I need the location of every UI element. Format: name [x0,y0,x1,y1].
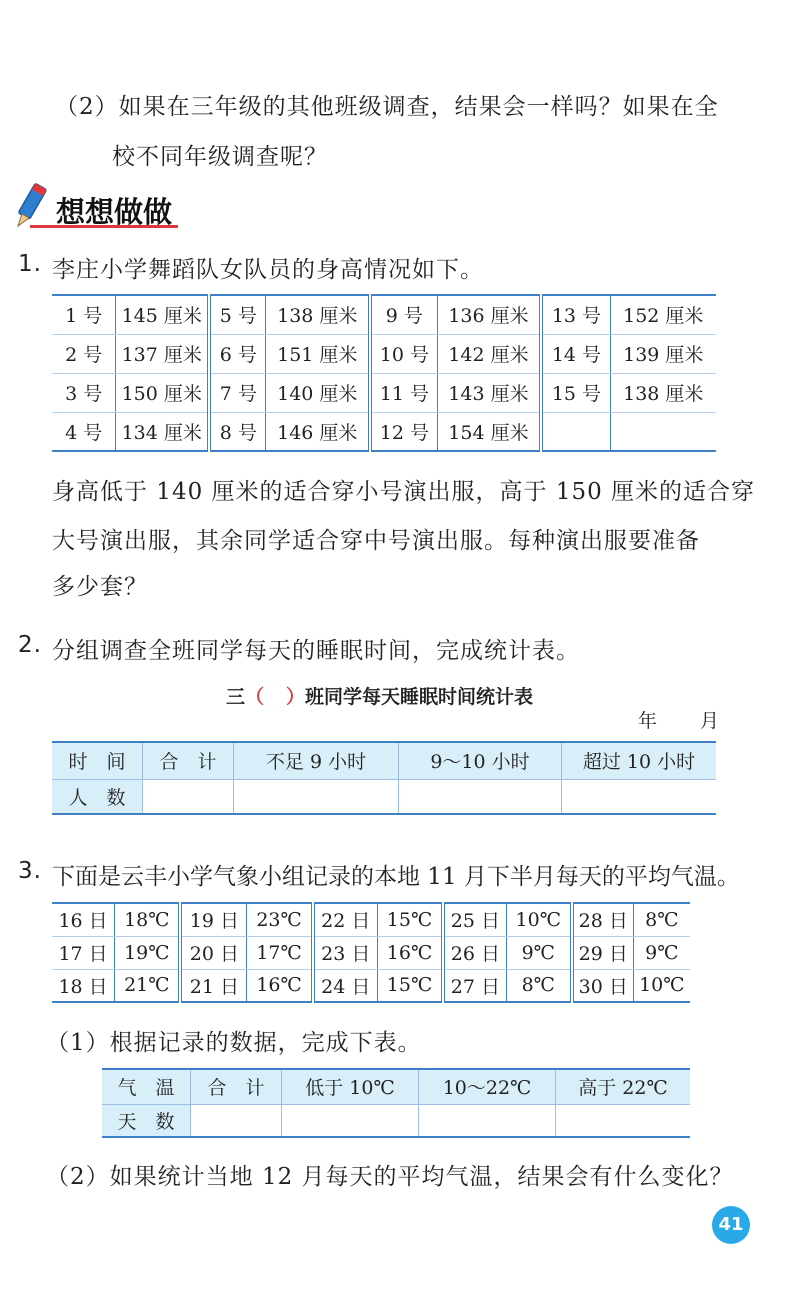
temp-row-label: 天 数 [102,1104,191,1137]
temperature-stat-table [102,1068,690,1138]
q2-line1: （2）如果在三年级的其他班级调查，结果会一样吗？如果在全 [55,94,719,120]
sleep-row-label: 人 数 [52,779,143,814]
p1-desc1: 身高低于 140 厘米的适合穿小号演出服，高于 150 厘米的适合穿 [52,479,756,505]
value-cell: 138 厘米 [266,295,370,334]
value-cell: 10℃ [633,969,690,1002]
label-cell: 13 号 [541,295,610,334]
value-cell: 19℃ [115,936,181,969]
value-cell: 151 厘米 [266,334,370,373]
sleep-blank-cell[interactable] [143,779,234,814]
label-cell: 9 号 [370,295,437,334]
label-cell: 12 号 [370,412,437,451]
label-cell: 30 日 [572,969,633,1002]
temp-header: 低于 10℃ [282,1069,419,1104]
label-cell: 7 号 [209,373,266,412]
value-cell [610,412,716,451]
value-cell: 146 厘米 [266,412,370,451]
value-cell: 139 厘米 [610,334,716,373]
label-cell: 17 日 [52,936,115,969]
table-row [52,412,716,451]
value-cell: 16℃ [377,936,443,969]
page-number: 41 [712,1206,750,1244]
label-cell: 18 日 [52,969,115,1002]
p3-text: 下面是云丰小学气象小组记录的本地 11 月下半月每天的平均气温。 [52,864,740,890]
value-cell: 154 厘米 [437,412,541,451]
table-row [52,969,690,1002]
value-cell: 9℃ [633,936,690,969]
q2-line2: 校不同年级调查呢？ [112,144,328,170]
temp-blank-cell[interactable] [191,1104,282,1137]
value-cell: 134 厘米 [116,412,209,451]
label-cell: 28 日 [572,903,633,936]
sleep-header: 合 计 [143,742,234,779]
caption-title: 班同学每天睡眠时间统计表 [305,686,534,708]
sleep-blank-cell[interactable] [399,779,562,814]
p1-number: 1. [18,251,42,277]
value-cell: 9℃ [506,936,572,969]
label-cell: 21 日 [180,969,246,1002]
p3-sub2: （2）如果统计当地 12 月每天的平均气温，结果会有什么变化？ [46,1164,734,1190]
label-cell [541,412,610,451]
date-year: 年 [638,710,658,732]
value-cell: 10℃ [506,903,572,936]
sleep-blank-cell[interactable] [562,779,717,814]
label-cell: 1 号 [52,295,116,334]
label-cell: 14 号 [541,334,610,373]
sleep-header: 超过 10 小时 [562,742,717,779]
value-cell: 140 厘米 [266,373,370,412]
section-title: 想想做做 [56,195,173,229]
table-row [52,373,716,412]
label-cell: 16 日 [52,903,115,936]
temp-blank-cell[interactable] [556,1104,691,1137]
label-cell: 25 日 [443,903,506,936]
label-cell: 2 号 [52,334,116,373]
value-cell: 8℃ [506,969,572,1002]
value-cell: 145 厘米 [116,295,209,334]
value-cell: 150 厘米 [116,373,209,412]
p1-desc2: 大号演出服，其余同学适合穿中号演出服。每种演出服要准备 [52,528,700,554]
label-cell: 4 号 [52,412,116,451]
table-row [52,334,716,373]
caption-paren-close: ） [286,686,306,708]
value-cell: 16℃ [247,969,313,1002]
value-cell: 15℃ [377,969,443,1002]
p1-text: 李庄小学舞蹈队女队员的身高情况如下。 [52,257,484,283]
temp-header: 气 温 [102,1069,191,1104]
label-cell: 15 号 [541,373,610,412]
date-month: 月 [700,710,720,732]
sleep-blank-cell[interactable] [234,779,399,814]
table-row [52,936,690,969]
value-cell: 15℃ [377,903,443,936]
temp-header: 高于 22℃ [556,1069,691,1104]
p2-text: 分组调查全班同学每天的睡眠时间，完成统计表。 [52,638,580,664]
value-cell: 8℃ [633,903,690,936]
p1-desc3: 多少套？ [52,574,148,600]
label-cell: 22 日 [313,903,378,936]
value-cell: 152 厘米 [610,295,716,334]
sleep-header: 9～10 小时 [399,742,562,779]
label-cell: 10 号 [370,334,437,373]
label-cell: 11 号 [370,373,437,412]
value-cell: 21℃ [115,969,181,1002]
value-cell: 17℃ [247,936,313,969]
value-cell: 138 厘米 [610,373,716,412]
height-table [52,294,716,452]
label-cell: 5 号 [209,295,266,334]
label-cell: 29 日 [572,936,633,969]
temp-blank-cell[interactable] [282,1104,419,1137]
sleep-header: 不足 9 小时 [234,742,399,779]
caption-prefix: 三 [226,686,246,708]
value-cell: 136 厘米 [437,295,541,334]
p3-sub1: （1）根据记录的数据，完成下表。 [46,1030,422,1056]
p3-number: 3. [18,858,42,884]
sleep-table [52,741,716,815]
temp-header: 合 计 [191,1069,282,1104]
table-row [52,903,690,936]
temp-header: 10～22℃ [419,1069,556,1104]
value-cell: 18℃ [115,903,181,936]
temperature-table [52,902,690,1003]
table-row [52,295,716,334]
label-cell: 26 日 [443,936,506,969]
sleep-header: 时 间 [52,742,143,779]
label-cell: 8 号 [209,412,266,451]
label-cell: 20 日 [180,936,246,969]
label-cell: 6 号 [209,334,266,373]
sleep-table-caption [226,682,533,709]
value-cell: 23℃ [247,903,313,936]
caption-paren-open: （ [245,686,265,708]
value-cell: 142 厘米 [437,334,541,373]
label-cell: 23 日 [313,936,378,969]
label-cell: 27 日 [443,969,506,1002]
value-cell: 143 厘米 [437,373,541,412]
label-cell: 24 日 [313,969,378,1002]
label-cell: 3 号 [52,373,116,412]
p2-number: 2. [18,632,42,658]
value-cell: 137 厘米 [116,334,209,373]
label-cell: 19 日 [180,903,246,936]
temp-blank-cell[interactable] [419,1104,556,1137]
